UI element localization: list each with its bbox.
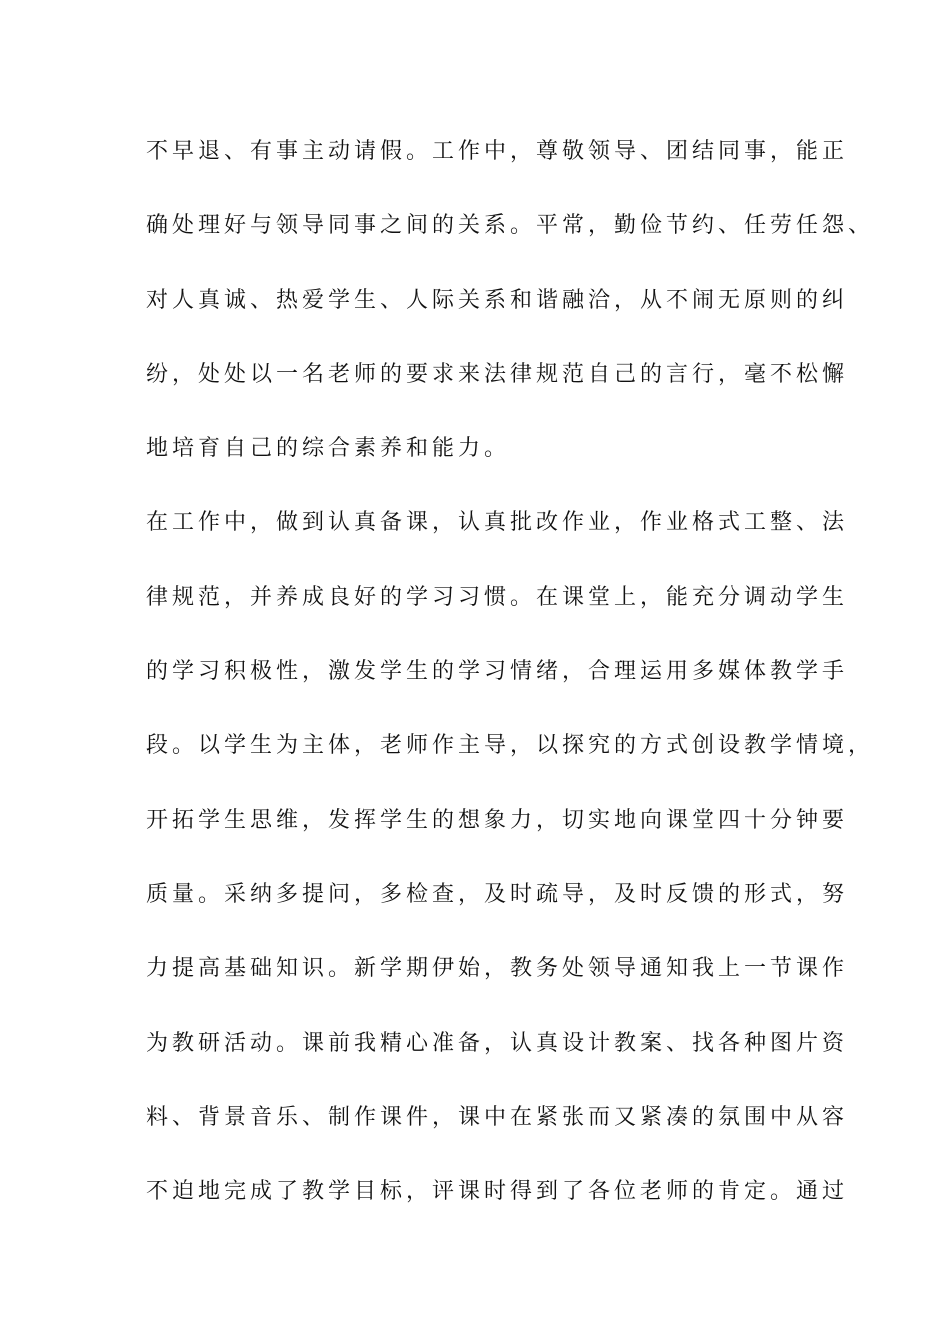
text-line-15: 不迫地完成了教学目标，评课时得到了各位老师的肯定。通过	[146, 1179, 849, 1205]
text-line-10: 开拓学生思维，发挥学生的想象力，切实地向课堂四十分钟要	[146, 807, 849, 833]
text-line-5: 地培育自己的综合素养和能力。	[146, 436, 511, 462]
text-line-3: 对人真诚、热爱学生、人际关系和谐融洽，从不闹无原则的纠	[146, 287, 849, 313]
text-line-11: 质量。采纳多提问，多检查，及时疏导，及时反馈的形式，努	[146, 881, 849, 907]
text-line-14: 料、背景音乐、制作课件，课中在紧张而又紧凑的氛围中从容	[146, 1104, 849, 1130]
text-line-9: 段。以学生为主体，老师作主导，以探究的方式创设教学情境，	[146, 733, 875, 759]
text-line-13: 为教研活动。课前我精心准备，认真设计教案、找各种图片资	[146, 1030, 849, 1056]
text-line-12: 力提高基础知识。新学期伊始，教务处领导通知我上一节课作	[146, 956, 849, 982]
text-line-4: 纷，处处以一名老师的要求来法律规范自己的言行，毫不松懈	[146, 361, 849, 387]
text-line-8: 的学习积极性，激发学生的学习情绪，合理运用多媒体教学手	[146, 659, 849, 685]
text-line-1: 不早退、有事主动请假。工作中，尊敬领导、团结同事，能正	[146, 139, 849, 164]
body-text	[146, 128, 875, 1242]
text-line-6: 在工作中，做到认真备课，认真批改作业，作业格式工整、法	[146, 510, 849, 536]
text-line-2: 确处理好与领导同事之间的关系。平常，勤俭节约、任劳任怨、	[146, 213, 875, 239]
text-line-7: 律规范，并养成良好的学习习惯。在课堂上，能充分调动学生	[146, 584, 849, 610]
